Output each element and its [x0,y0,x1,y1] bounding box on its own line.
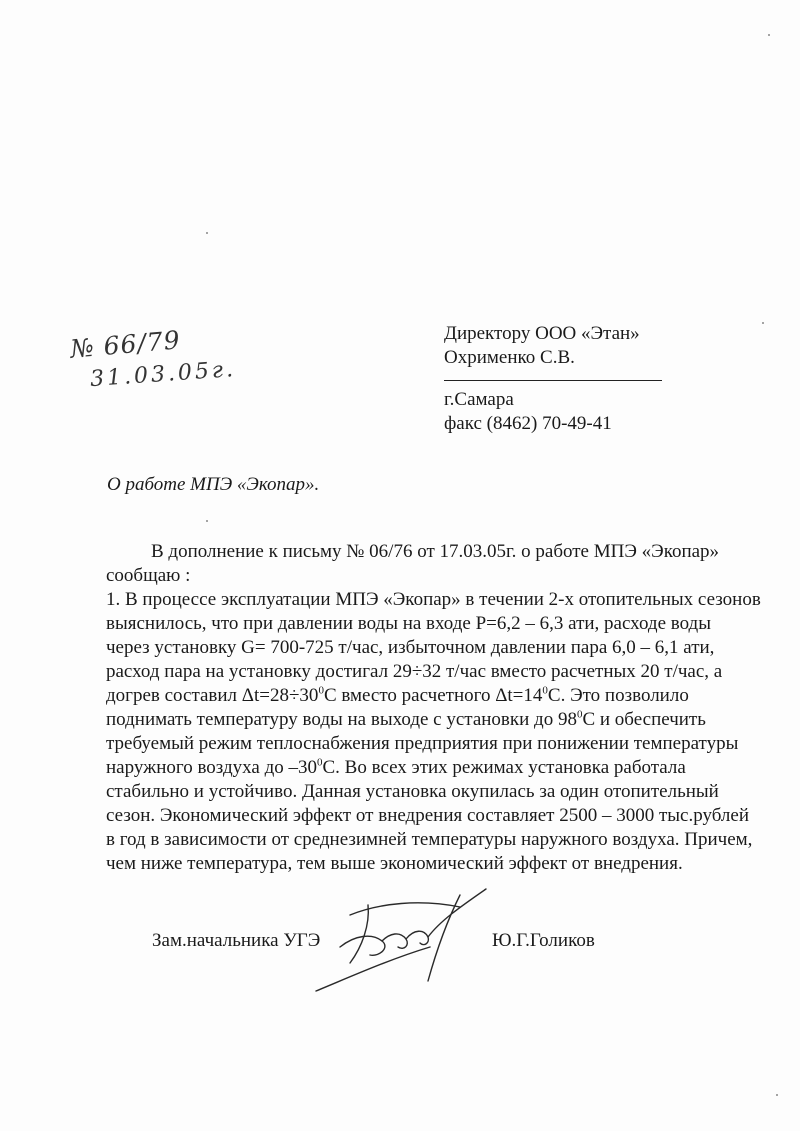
degree-superscript: 0 [576,708,583,721]
body-line: выяснилось, что при давлении воды на входе P=6,2 – 6,3 ати, расходе воды [106,613,711,634]
handwritten-signature [310,885,500,995]
body-line: через установку G= 700-725 т/час, избыточном давлении пара 6,0 – 6,1 ати, [106,637,715,658]
scan-speck [776,1094,778,1096]
body-line: 1. В процессе эксплуатации МПЭ «Экопар» в течении 2-х отопительных сезонов [106,589,761,610]
signatory-position: Зам.начальника УГЭ [152,930,321,951]
addressee-block [444,322,662,436]
letter-body [106,540,766,876]
addressee-name: Охрименко С.В. [444,347,575,368]
handwritten-reg-date: 31.03.05г. [89,356,237,393]
body-text-fragment: С вместо расчетного Δt=14 [323,685,543,706]
body-text-fragment: наружного воздуха до –30 [106,757,317,778]
body-line: в год в зависимости от среднезимней температуры наружного воздуха. Причем, [106,829,753,850]
body-text-fragment: С. Это позволило [547,685,689,706]
body-text-fragment: поднимать температуру воды на выходе с установки до 98 [106,709,577,730]
letter-subject: О работе МПЭ «Экопар». [107,474,320,495]
scan-speck [206,232,208,234]
degree-superscript: 0 [318,684,324,697]
addressee-fax: факс (8462) 70-49-41 [444,413,612,434]
body-line: расход пара на установку достигал 29÷32 т/час вместо расчетных 20 т/час, а [106,661,723,682]
body-text-fragment: С. Во всех этих режимах установка работала [322,757,686,778]
body-line: сезон. Экономический эффект от внедрения составляет 2500 – 3000 тыс.рублей [106,805,749,826]
handwritten-reg-number: № 66/79 [68,325,182,364]
signatory-name: Ю.Г.Голиков [492,930,595,951]
body-line: В дополнение к письму № 06/76 от 17.03.05г. о работе МПЭ «Экопар» [151,541,720,562]
body-line: сообщаю : [106,565,191,586]
addressee-city: г.Самара [444,389,514,410]
body-line: стабильно и устойчиво. Данная установка окупилась за один отопительный [106,781,719,802]
body-line: требуемый режим теплоснабжения предприятия при понижении температуры [106,733,739,754]
degree-superscript: 0 [542,684,548,697]
degree-superscript: 0 [317,756,323,769]
addressee-title: Директору ООО «Этан» [444,323,640,344]
scan-speck [762,322,764,324]
body-text-fragment: С и обеспечить [582,709,706,730]
body-line [106,756,766,780]
body-line: чем ниже температура, тем выше экономический эффект от внедрения. [106,853,683,874]
body-text-fragment: догрев составил Δt=28÷30 [106,685,319,706]
scan-speck [768,34,770,36]
body-line [106,708,766,732]
body-line [106,684,766,708]
addressee-divider [444,380,662,381]
scan-speck [206,520,208,522]
